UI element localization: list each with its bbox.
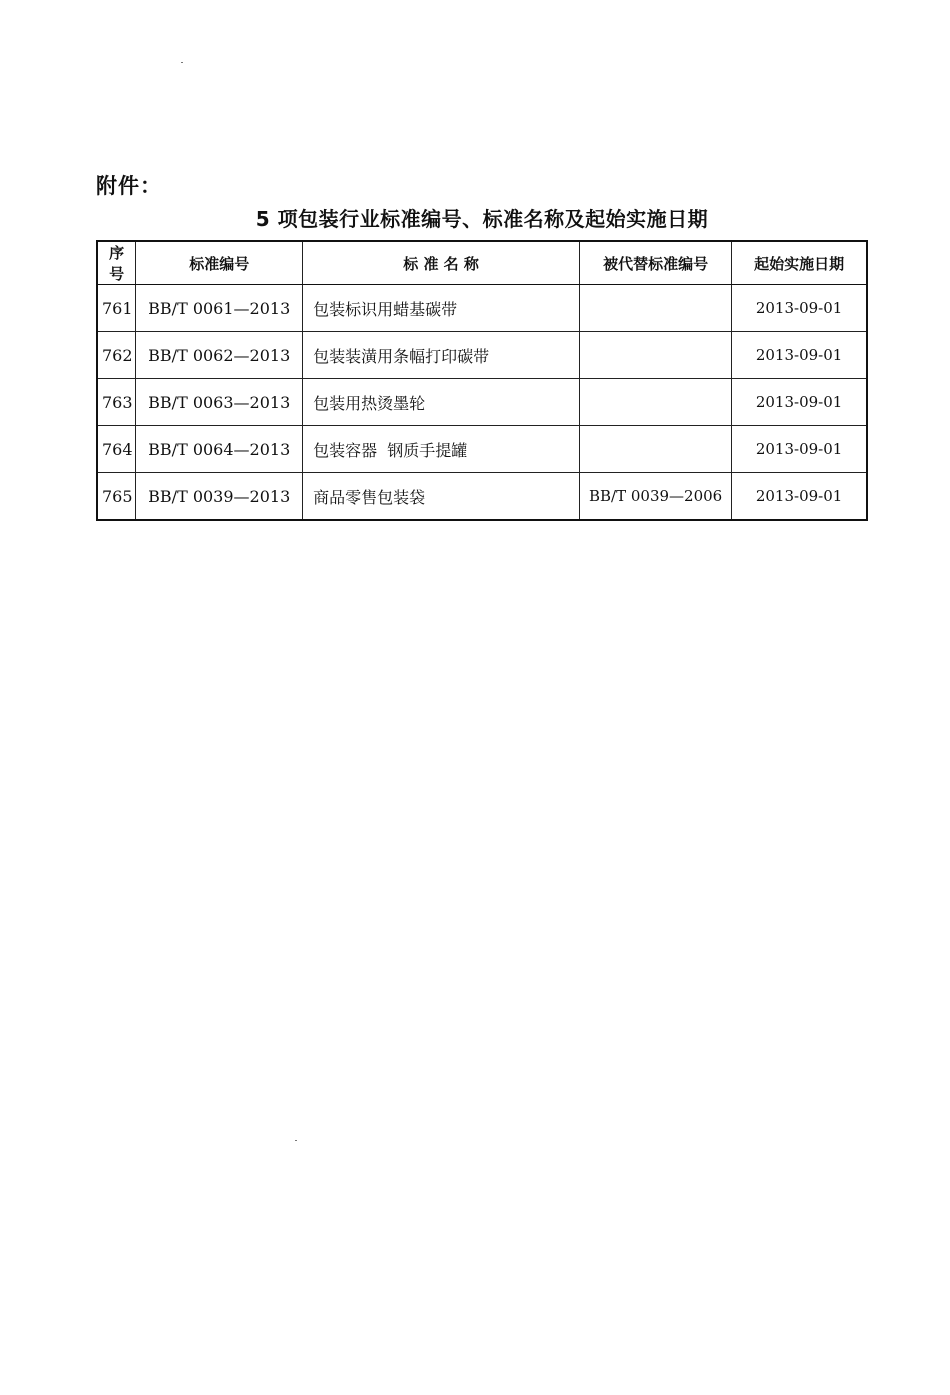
scan-speck (181, 62, 183, 63)
row-standard-code: BB/T 0039—2013 (136, 473, 303, 521)
row-seq: 761 (97, 285, 136, 332)
row-seq: 763 (97, 379, 136, 426)
row-replaced-code (580, 332, 732, 379)
row-start-date: 2013-09-01 (732, 332, 867, 379)
document-title: 5 项包装行业标准编号、标准名称及起始实施日期 (255, 207, 709, 231)
row-replaced-code: BB/T 0039—2006 (580, 473, 732, 521)
row-seq: 764 (97, 426, 136, 473)
table-row (97, 473, 867, 521)
scan-speck (295, 1140, 297, 1141)
row-standard-name: 包装用热烫墨轮 (303, 379, 580, 426)
row-standard-code: BB/T 0063—2013 (136, 379, 303, 426)
row-standard-name: 包装装潢用条幅打印碳带 (303, 332, 580, 379)
row-standard-code: BB/T 0061—2013 (136, 285, 303, 332)
row-standard-name: 商品零售包装袋 (303, 473, 580, 521)
row-standard-name: 包装容器 钢质手提罐 (303, 426, 580, 473)
header-standard-code: 标准编号 (136, 241, 303, 285)
row-start-date: 2013-09-01 (732, 473, 867, 521)
row-standard-name: 包装标识用蜡基碳带 (303, 285, 580, 332)
table-row (97, 426, 867, 473)
row-standard-code: BB/T 0064—2013 (136, 426, 303, 473)
header-seq: 序号 (97, 241, 136, 285)
header-replaced-code: 被代替标准编号 (580, 241, 732, 285)
table-row (97, 332, 867, 379)
row-replaced-code (580, 379, 732, 426)
table-header-row (97, 241, 867, 285)
row-replaced-code (580, 285, 732, 332)
row-start-date: 2013-09-01 (732, 379, 867, 426)
attachment-label: 附件： (96, 174, 162, 198)
table-row (97, 379, 867, 426)
row-start-date: 2013-09-01 (732, 285, 867, 332)
row-standard-code: BB/T 0062—2013 (136, 332, 303, 379)
header-standard-name: 标 准 名 称 (303, 241, 580, 285)
header-start-date: 起始实施日期 (732, 241, 867, 285)
row-replaced-code (580, 426, 732, 473)
table-row (97, 285, 867, 332)
row-start-date: 2013-09-01 (732, 426, 867, 473)
row-seq: 765 (97, 473, 136, 521)
standards-table (96, 240, 868, 521)
row-seq: 762 (97, 332, 136, 379)
